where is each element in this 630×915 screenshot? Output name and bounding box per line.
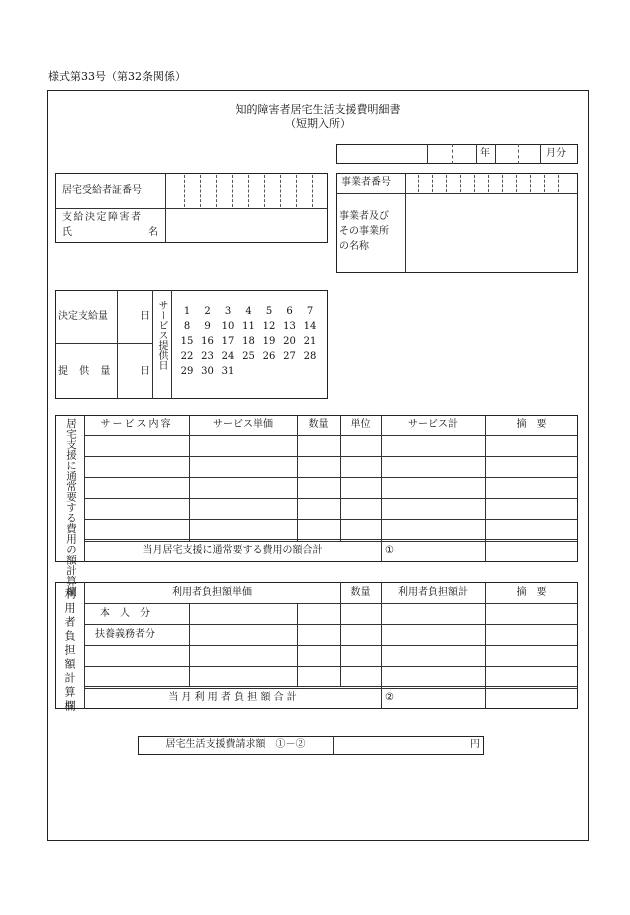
provided-day-unit: 日 bbox=[140, 366, 150, 377]
service-day-11: 11 bbox=[242, 321, 255, 332]
row-dependent-label: 扶養義務者分 bbox=[95, 629, 155, 640]
service-day-12: 12 bbox=[262, 321, 276, 332]
service-day-24: 24 bbox=[221, 351, 235, 362]
service-day-19: 19 bbox=[262, 336, 276, 347]
service-day-27: 27 bbox=[283, 351, 296, 362]
form-title: 知的障害者居宅生活支援費明細書 bbox=[235, 103, 401, 116]
service-day-4: 4 bbox=[245, 306, 252, 317]
service-day-15: 15 bbox=[180, 336, 194, 347]
header-remarks: 摘 要 bbox=[516, 419, 547, 430]
form-subtitle: （短期入所） bbox=[285, 117, 351, 130]
support-cost-total-marker: ① bbox=[385, 545, 394, 556]
service-day-21: 21 bbox=[303, 336, 317, 347]
service-day-22: 22 bbox=[180, 351, 194, 362]
service-days-vertical-label: サービス提供日 bbox=[156, 300, 167, 370]
service-day-3: 3 bbox=[224, 306, 232, 317]
service-day-7: 7 bbox=[306, 306, 314, 317]
service-day-5: 5 bbox=[265, 306, 273, 317]
service-day-16: 16 bbox=[201, 336, 214, 347]
service-day-6: 6 bbox=[286, 306, 293, 317]
service-day-23: 23 bbox=[201, 351, 214, 362]
service-day-31: 31 bbox=[221, 366, 235, 377]
header-burden-remarks: 摘 要 bbox=[516, 587, 547, 598]
service-day-8: 8 bbox=[183, 321, 191, 332]
decided-amount-label: 決定支給量 bbox=[58, 311, 108, 322]
header-burden-quantity: 数量 bbox=[350, 587, 371, 598]
service-day-26: 26 bbox=[262, 351, 276, 362]
header-service-total: サービス計 bbox=[408, 419, 458, 430]
header-unit: 単位 bbox=[350, 419, 371, 430]
service-day-18: 18 bbox=[242, 336, 255, 347]
form-number: 様式第33号（第32条関係） bbox=[48, 70, 186, 83]
service-day-9: 9 bbox=[204, 321, 211, 332]
header-service-unit-price: サービス単価 bbox=[213, 419, 273, 430]
service-day-10: 10 bbox=[221, 321, 235, 332]
service-day-13: 13 bbox=[283, 321, 296, 332]
service-day-2: 2 bbox=[204, 306, 211, 317]
header-burden-unit-price: 利用者負担額単価 bbox=[172, 587, 252, 598]
claim-label: 居宅生活支援費請求額 ①－② bbox=[165, 739, 306, 750]
service-day-20: 20 bbox=[283, 336, 296, 347]
user-burden-total-label: 当 月 利 用 者 負 担 額 合 計 bbox=[168, 692, 297, 703]
header-quantity: 数量 bbox=[308, 419, 329, 430]
provider-number-label: 事業者番号 bbox=[341, 177, 391, 188]
service-day-29: 29 bbox=[180, 366, 194, 377]
support-cost-total-label: 当月居宅支援に通常要する費用の額合計 bbox=[142, 545, 323, 556]
header-service-content: サービス内容 bbox=[100, 419, 173, 430]
date-box bbox=[336, 144, 578, 164]
service-day-28: 28 bbox=[303, 351, 317, 362]
provider-name-label-3: の名称 bbox=[339, 241, 369, 252]
recipient-name-label-left: 氏 bbox=[62, 227, 72, 238]
service-day-14: 14 bbox=[303, 321, 317, 332]
decided-day-unit: 日 bbox=[140, 311, 150, 322]
claim-unit: 円 bbox=[470, 739, 480, 750]
row-self-label: 本 人 分 bbox=[100, 608, 150, 619]
recipient-name-label-right: 名 bbox=[148, 227, 158, 238]
service-day-25: 25 bbox=[242, 351, 255, 362]
provided-amount-label: 提 供 量 bbox=[58, 366, 115, 377]
service-day-17: 17 bbox=[221, 336, 235, 347]
header-burden-total: 利用者負担額計 bbox=[398, 587, 468, 598]
service-day-1: 1 bbox=[183, 306, 191, 317]
year-label: 年 bbox=[480, 148, 490, 159]
service-day-30: 30 bbox=[201, 366, 214, 377]
recipient-name-label-top: 支給決定障害者 bbox=[62, 212, 143, 223]
provider-name-label-2: その事業所 bbox=[339, 226, 389, 237]
user-burden-total-marker: ② bbox=[385, 692, 394, 703]
user-burden-side-label: 利用者負担額計算欄 bbox=[63, 588, 76, 714]
support-cost-side-label: 居宅支援に通常要する費用の額計算欄 bbox=[65, 418, 77, 597]
month-label: 月分 bbox=[546, 148, 566, 159]
provider-name-label-1: 事業者及び bbox=[339, 211, 389, 222]
recipient-number-label: 居宅受給者証番号 bbox=[62, 185, 142, 196]
